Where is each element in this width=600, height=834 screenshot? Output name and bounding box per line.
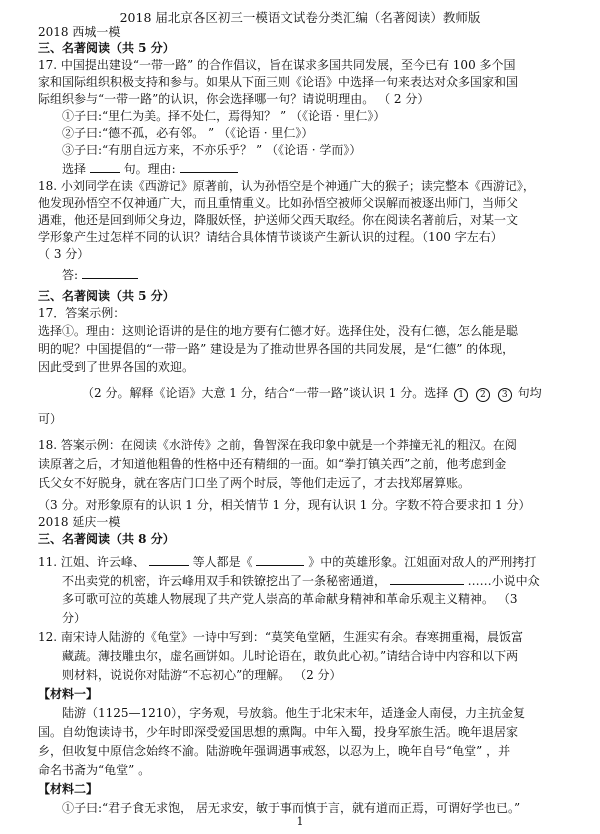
question-12-line: 则材料，说说你对陆游“不忘初心”的理解。 （2 分） <box>62 668 342 682</box>
question-17-option: ②子曰:“德不孤，必有邻。 ” （《论语 · 里仁》） <box>62 126 314 140</box>
section-heading: 三、名著阅读（共 5 分） <box>38 41 175 55</box>
score-text: 句均 <box>517 386 542 400</box>
answer-17-line: 选择①。理由：这则论语讲的是住的地方要有仁德才好。选择住处，没有仁德，怎么能是聪 <box>38 324 519 338</box>
answer-label: 答: <box>62 268 79 282</box>
circled-number: 2 <box>476 388 490 402</box>
question-text: 11. 江姐、许云峰、 <box>38 555 145 569</box>
answer-line <box>62 266 138 283</box>
question-12-line: 12. 南宋诗人陆游的《龟堂》一诗中写到：“莫笑龟堂陋，生涯实有余。春寒拥重褐，晨饭富 <box>38 630 524 644</box>
answer-blank <box>390 572 464 585</box>
section-heading: 三、名著阅读（共 8 分） <box>38 532 175 546</box>
choice-reason-label: 句。理由: <box>123 162 176 176</box>
answer-17-score <box>82 385 542 402</box>
answer-18-line: 读原著之后，才知道他粗鲁的性格中还有精细的一面。如“拳打镇关西”之前，他考虑到金 <box>38 457 507 471</box>
answer-blank <box>90 160 120 173</box>
material-2-label: 【材料二】 <box>38 782 99 796</box>
question-text: ……小说中众 <box>467 574 540 588</box>
question-17-line: 17. 中国提出建设“一带一路” 的合作倡议，旨在谋求多国共同发展，至今已有 100 多个国 <box>38 58 516 72</box>
material-1-line: 国。自幼饱读诗书，少年时即深受爱国思想的熏陶。中年入蜀，投身军旅生活。晚年退居家 <box>38 725 519 739</box>
answer-blank <box>256 553 304 566</box>
material-1-line: 陆游（1125—1210），字务观，号放翁。他生于北宋末年，适逢金人南侵，力主抗金复 <box>62 706 526 720</box>
question-18-line: 他发现孙悟空不仅神通广大，而且重情重义。比如孙悟空被师父误解而被逐出师门，当师父 <box>38 196 519 210</box>
score-text: （2 分。解释《论语》大意 1 分，结合“一带一路”谈认识 1 分。选择 <box>82 386 449 400</box>
answer-blank <box>149 553 189 566</box>
answer-blank <box>180 160 238 173</box>
question-18-line: 学形象产生过怎样不同的认识？请结合具体情节谈谈产生新认识的过程。（100 字左右） <box>38 230 503 244</box>
question-17-line: 际组织参与“一带一路”的认识，你会选择哪一句？请说明理由。 （ 2 分） <box>38 92 430 106</box>
material-2-line: ①子曰:“君子食无求饱， 居无求安，敏于事而慎于言，就有道而正焉，可谓好学也已。” <box>62 801 521 815</box>
choice-label: 选择 <box>62 162 87 176</box>
page-number: 1 <box>296 815 304 828</box>
circled-number: 3 <box>498 388 512 402</box>
answer-section-heading: 三、名著阅读（共 5 分） <box>38 289 175 303</box>
answer-17-line: 因此受到了世界各国的欢迎。 <box>38 360 195 374</box>
answer-blank <box>82 266 138 279</box>
answer-18-line: 氏父女不好脱身，就在客店门口坐了两个时辰，等他们走远了，才去找郑屠算账。 <box>38 476 471 490</box>
question-11-line <box>62 572 540 589</box>
question-12-line: 藏蔬。薄技雕虫尔，虚名画饼如。儿时论语在，敢负此心初。”请结合诗中内容和以下两 <box>62 649 519 663</box>
answer-18-line: 18. 答案示例：在阅读《水浒传》之前，鲁智深在我印象中就是一个莽撞无礼的粗汉。在阅 <box>38 438 517 452</box>
question-text: 不出卖党的机密，许云峰用双手和铁镣挖出了一条秘密通道， <box>62 574 387 588</box>
question-17-choice-line <box>62 160 238 177</box>
answer-17-score-end: 可） <box>38 412 63 426</box>
question-17-option: ①子曰:“里仁为美。择不处仁，焉得知？ ” （《论语 · 里仁》） <box>62 109 386 123</box>
question-17-line: 家和国际组织积极支持和参与。如果从下面三则《论语》中选择一句来表达对众多国家和国 <box>38 75 519 89</box>
section-district: 2018 延庆一模 <box>38 515 121 529</box>
answer-17-line: 明的呢？中国提倡的“一带一路” 建设是为了推动世界各国的共同发展，是“仁德” 的体现， <box>38 342 515 356</box>
question-18-score: （ 3 分） <box>38 247 90 261</box>
question-text: 》中的英雄形象。江姐面对敌人的严刑拷打 <box>308 555 537 569</box>
material-1-label: 【材料一】 <box>38 687 99 701</box>
question-11-line: 分） <box>62 611 87 625</box>
document-title: 2018 届北京各区初三一模语文试卷分类汇编（名著阅读）教师版 <box>119 10 481 25</box>
question-11-line <box>38 553 536 570</box>
question-18-line: 18. 小刘同学在读《西游记》原著前，认为孙悟空是个神通广大的猴子；读完整本《西游记》， <box>38 179 535 193</box>
material-1-line: 命名书斋为“龟堂” 。 <box>38 763 151 777</box>
question-11-line: 多可歌可泣的英雄人物展现了共产党人崇高的革命献身精神和革命乐观主义精神。 （3 <box>62 592 518 606</box>
question-text: 等人都是《 <box>192 555 253 569</box>
answer-18-score: （3 分。对形象原有的认识 1 分，相关情节 1 分，现有认识 1 分。字数不符合要求扣 1 分） <box>38 498 531 512</box>
section-district: 2018 西城一模 <box>38 25 121 39</box>
circled-number: 1 <box>454 388 468 402</box>
question-18-line: 遇难，他还是回到师父身边，降服妖怪，护送师父西天取经。你在阅读名著前后，对某一文 <box>38 213 519 227</box>
material-1-line: 乡，但收复中原信念始终不渝。陆游晚年强调遇事戒怒，以忍为上，晚年自号“龟堂” ，并 <box>38 744 511 758</box>
answer-17-label: 17．答案示例： <box>38 306 126 320</box>
question-17-option: ③子曰:“有朋自远方来，不亦乐乎？ ” （《论语 · 学而》） <box>62 143 362 157</box>
